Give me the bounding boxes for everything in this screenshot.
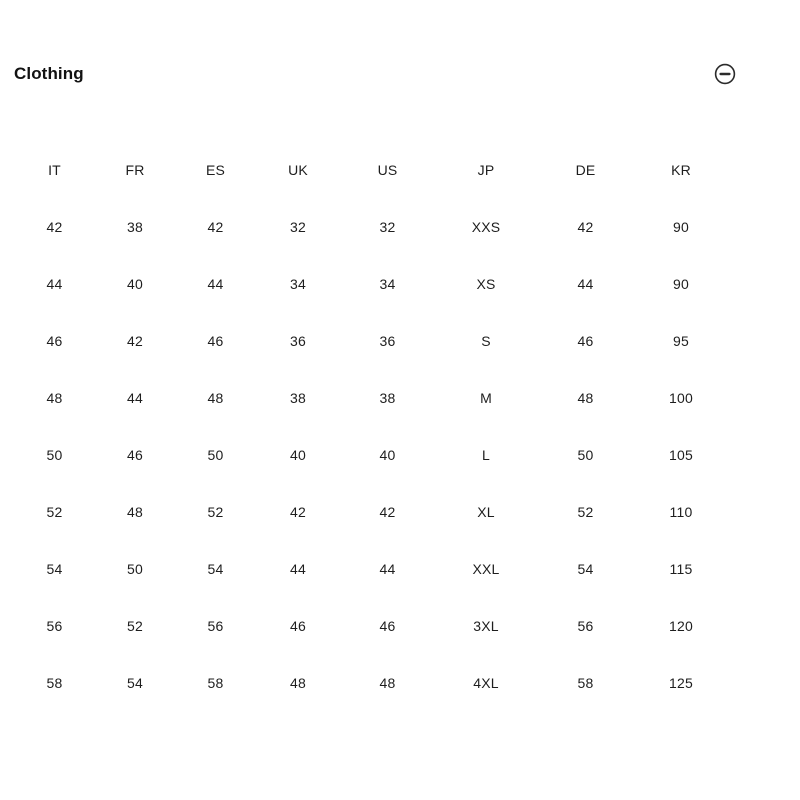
size-cell: XXL <box>472 560 500 577</box>
size-cell: 44 <box>207 275 224 292</box>
table-body <box>14 198 728 711</box>
size-cell: 40 <box>379 446 396 463</box>
size-cell: 42 <box>577 218 594 235</box>
size-cell: 32 <box>379 218 396 235</box>
size-cell: 38 <box>290 389 306 406</box>
size-cell: 95 <box>673 332 689 349</box>
table-header-row <box>14 141 728 198</box>
collapse-section-button[interactable] <box>714 63 736 85</box>
table-head <box>14 141 728 198</box>
size-cell: XL <box>477 503 495 520</box>
size-cell: XXS <box>471 218 501 235</box>
table-row <box>14 369 728 426</box>
size-cell: 40 <box>127 275 143 292</box>
size-cell: 105 <box>669 446 693 463</box>
table-row <box>14 426 728 483</box>
size-cell: 40 <box>290 446 306 463</box>
size-cell: 52 <box>127 617 143 634</box>
size-cell: 50 <box>577 446 594 463</box>
size-cell: 38 <box>127 218 143 235</box>
size-cell: 36 <box>379 332 396 349</box>
size-cell: 42 <box>127 332 143 349</box>
size-cell: 50 <box>46 446 63 463</box>
size-cell: 44 <box>379 560 396 577</box>
size-cell: 50 <box>127 560 143 577</box>
size-cell: 52 <box>46 503 63 520</box>
size-cell: 48 <box>127 503 143 520</box>
size-cell: XS <box>476 275 496 292</box>
size-cell: 50 <box>207 446 224 463</box>
size-cell: 42 <box>290 503 306 520</box>
table-row <box>14 654 728 711</box>
column-header-kr: KR <box>671 161 691 178</box>
size-cell: 46 <box>577 332 594 349</box>
size-cell: 34 <box>290 275 306 292</box>
size-cell: 36 <box>290 332 306 349</box>
size-cell: S <box>481 332 491 349</box>
minus-circle-icon <box>714 63 736 85</box>
size-cell: 4XL <box>473 674 499 691</box>
column-header-it: IT <box>48 161 61 178</box>
size-cell: 48 <box>577 389 594 406</box>
size-cell: 56 <box>46 617 63 634</box>
size-cell: 48 <box>46 389 63 406</box>
size-cell: 42 <box>379 503 396 520</box>
table-row <box>14 597 728 654</box>
size-cell: 44 <box>577 275 594 292</box>
size-cell: 115 <box>669 560 693 577</box>
size-cell: 110 <box>669 503 693 520</box>
table-row <box>14 198 728 255</box>
size-cell: M <box>480 389 492 406</box>
size-cell: 90 <box>673 218 689 235</box>
size-cell: 3XL <box>473 617 499 634</box>
size-cell: 46 <box>290 617 306 634</box>
column-header-jp: JP <box>477 161 495 178</box>
column-header-uk: UK <box>288 161 308 178</box>
size-cell: L <box>482 446 490 463</box>
size-cell: 42 <box>207 218 224 235</box>
size-cell: 44 <box>127 389 143 406</box>
column-header-es: ES <box>205 161 226 178</box>
size-cell: 46 <box>379 617 396 634</box>
size-cell: 54 <box>207 560 224 577</box>
size-cell: 44 <box>290 560 306 577</box>
table-row <box>14 483 728 540</box>
size-cell: 90 <box>673 275 689 292</box>
size-cell: 100 <box>669 389 693 406</box>
size-cell: 52 <box>577 503 594 520</box>
size-cell: 56 <box>577 617 594 634</box>
size-cell: 48 <box>290 674 306 691</box>
size-cell: 32 <box>290 218 306 235</box>
table-row <box>14 255 728 312</box>
size-cell: 56 <box>207 617 224 634</box>
size-cell: 54 <box>127 674 143 691</box>
size-cell: 46 <box>46 332 63 349</box>
table-row <box>14 312 728 369</box>
section-title: Clothing <box>14 64 84 83</box>
size-cell: 44 <box>46 275 63 292</box>
size-cell: 46 <box>207 332 224 349</box>
column-header-us: US <box>377 161 398 178</box>
column-header-fr: FR <box>125 161 145 178</box>
size-cell: 54 <box>46 560 63 577</box>
clothing-section-header[interactable] <box>14 62 736 86</box>
size-cell: 58 <box>577 674 594 691</box>
size-conversion-table <box>14 141 728 711</box>
size-cell: 34 <box>379 275 396 292</box>
size-cell: 42 <box>46 218 63 235</box>
size-cell: 58 <box>46 674 63 691</box>
size-cell: 38 <box>379 389 396 406</box>
size-cell: 120 <box>669 617 693 634</box>
column-header-de: DE <box>575 161 596 178</box>
table-row <box>14 540 728 597</box>
size-cell: 52 <box>207 503 224 520</box>
size-cell: 46 <box>127 446 143 463</box>
size-cell: 54 <box>577 560 594 577</box>
size-cell: 125 <box>669 674 693 691</box>
size-cell: 48 <box>207 389 224 406</box>
size-cell: 58 <box>207 674 224 691</box>
size-cell: 48 <box>379 674 396 691</box>
